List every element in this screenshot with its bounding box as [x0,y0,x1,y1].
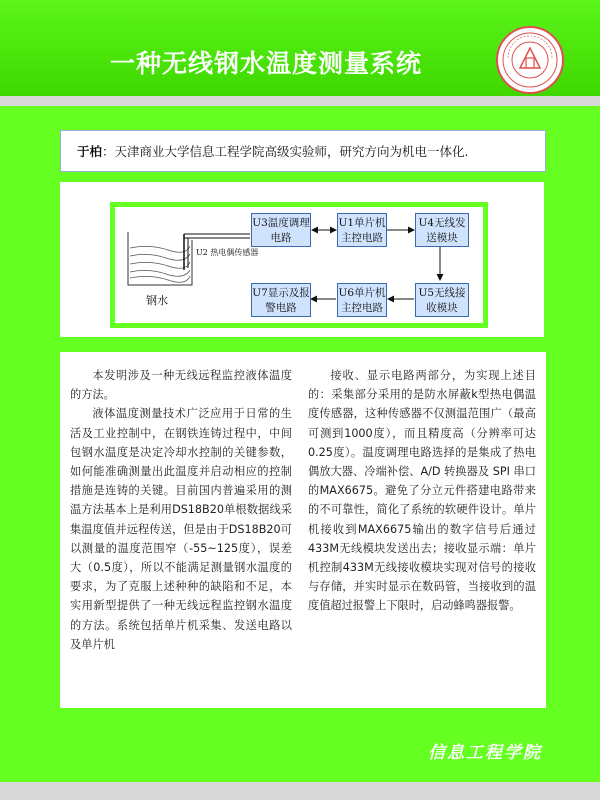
author-name: 于柏 [77,144,103,159]
right-paragraph: 接收、显示电路两部分，为实现上述目的：采集部分采用的是防水屏蔽k型热电偶温度传感器，这种传感器不仅测温范围广（最高可测到1000度），而且精度高（分辨率可达0.25度）。温度调理电路选择的是集成了热电偶放大器、冷端补偿、A/D 转换器及 SPI 串口的MAX6675。避免了分立元件搭建电路带来的不可靠性，简化了系统的软硬件设计。单片机接收到MAX6675输出的数字信号后通过433M无线模块发送出去；接收显示端：单片机控制433M无线接收模块实现对信号的接收与存储，并实时显示在数码管，当接收到的温度值超过报警上下限时，启动蜂鸣器报警。 [308,369,536,613]
block-u6: U6单片机主控电路 [337,283,387,317]
block-u5: U5无线接收模块 [415,283,469,317]
left-paragraph: 本发明涉及一种无线远程监控液体温度的方法。 [70,369,292,402]
author-bio: ：天津商业大学信息工程学院高级实验师，研究方向为机电一体化. [102,144,469,159]
block-u4: U4无线发送模块 [415,213,469,247]
left-column [70,366,292,654]
block-u1: U1单片机主控电路 [337,213,387,247]
poster-title: 一种无线钢水温度测量系统 [110,49,423,78]
right-column [308,366,536,616]
left-paragraph: 液体温度测量技术广泛应用于日常的生活及工业控制中，在钢铁连铸过程中，中间包钢水温度是决定冷却水控制的关键参数，如何能准确测量出此温度并启动相应的控制措施是连铸的关键。目前国内普遍采用的测温方法基本上是利用DS18B20单根数据线采集温度值并远程传送，但是由于DS18B20可以测量的温度范围窄（-55~125度），误差大（0.5度），所以不能满足测量钢水温度的要求，为了克服上述种种的缺陷和不足，本实用新型提供了一种无线远程监控钢水温度的方法。系统包括单片机采集、发送电路以及单片机 [70,407,292,651]
block-u3: U3温度调理电路 [251,213,311,247]
sensor-label: U2 热电偶传感器 [196,248,259,257]
block-u7: U7显示及报警电路 [251,283,311,317]
steel-tank-icon [128,232,192,285]
steel-label: 钢水 [146,294,168,307]
footer-college-name: 信息工程学院 [428,743,542,763]
bottom-divider [0,782,600,800]
